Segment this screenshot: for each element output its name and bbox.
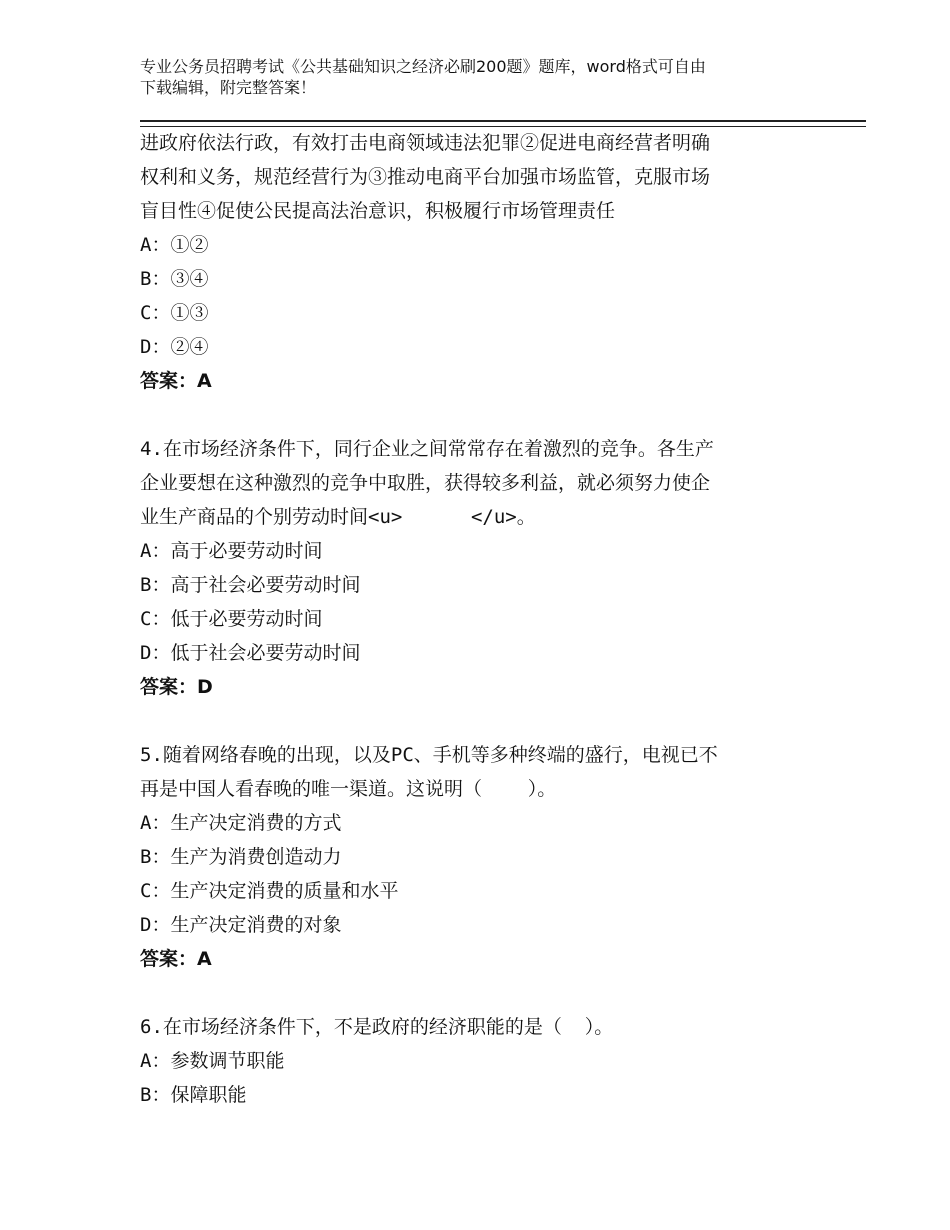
option-d: D：②④ xyxy=(140,336,209,358)
question-4 xyxy=(140,432,820,704)
option-c: C：生产决定消费的质量和水平 xyxy=(140,880,399,902)
question-content xyxy=(140,126,820,1112)
answer-label: 答案：D xyxy=(140,676,213,698)
option-a: A：生产决定消费的方式 xyxy=(140,812,342,834)
option-b: B：高于社会必要劳动时间 xyxy=(140,574,361,596)
option-d: D：低于社会必要劳动时间 xyxy=(140,642,361,664)
option-b: B：③④ xyxy=(140,268,209,290)
question-text-line: 盲目性④促使公民提高法治意识，积极履行市场管理责任 xyxy=(140,200,616,222)
option-a: A：参数调节职能 xyxy=(140,1050,285,1072)
option-b: B：生产为消费创造动力 xyxy=(140,846,342,868)
question-text-line: 企业要想在这种激烈的竞争中取胜，获得较多利益，就必须努力使企 xyxy=(140,472,711,494)
question-5 xyxy=(140,738,820,976)
option-d: D：生产决定消费的对象 xyxy=(140,914,342,936)
document-header xyxy=(140,56,820,98)
question-text-line: 5.随着网络春晚的出现，以及PC、手机等多种终端的盛行，电视已不 xyxy=(140,744,718,766)
question-text-line: 业生产商品的个别劳动时间<u> </u>。 xyxy=(140,506,536,528)
header-line-1: 专业公务员招聘考试《公共基础知识之经济必刷200题》题库，word格式可自由 xyxy=(140,57,706,76)
option-c: C：低于必要劳动时间 xyxy=(140,608,323,630)
question-text-line: 再是中国人看春晚的唯一渠道。这说明（ ）。 xyxy=(140,778,557,800)
question-text-line: 权利和义务，规范经营行为③推动电商平台加强市场监管，克服市场 xyxy=(140,166,711,188)
option-a: A：高于必要劳动时间 xyxy=(140,540,323,562)
answer-label: 答案：A xyxy=(140,370,212,392)
option-a: A：①② xyxy=(140,234,209,256)
header-line-2: 下载编辑，附完整答案！ xyxy=(140,78,317,97)
option-b: B：保障职能 xyxy=(140,1084,247,1106)
question-text-line: 进政府依法行政，有效打击电商领域违法犯罪②促进电商经营者明确 xyxy=(140,132,711,154)
question-gap xyxy=(140,704,820,738)
question-gap xyxy=(140,398,820,432)
option-c: C：①③ xyxy=(140,302,209,324)
question-text-line: 4.在市场经济条件下，同行企业之间常常存在着激烈的竞争。各生产 xyxy=(140,438,714,460)
question-3 xyxy=(140,126,820,398)
question-6 xyxy=(140,1010,820,1112)
question-gap xyxy=(140,976,820,1010)
question-text-line: 6.在市场经济条件下，不是政府的经济职能的是（ ）。 xyxy=(140,1016,614,1038)
answer-label: 答案：A xyxy=(140,948,212,970)
